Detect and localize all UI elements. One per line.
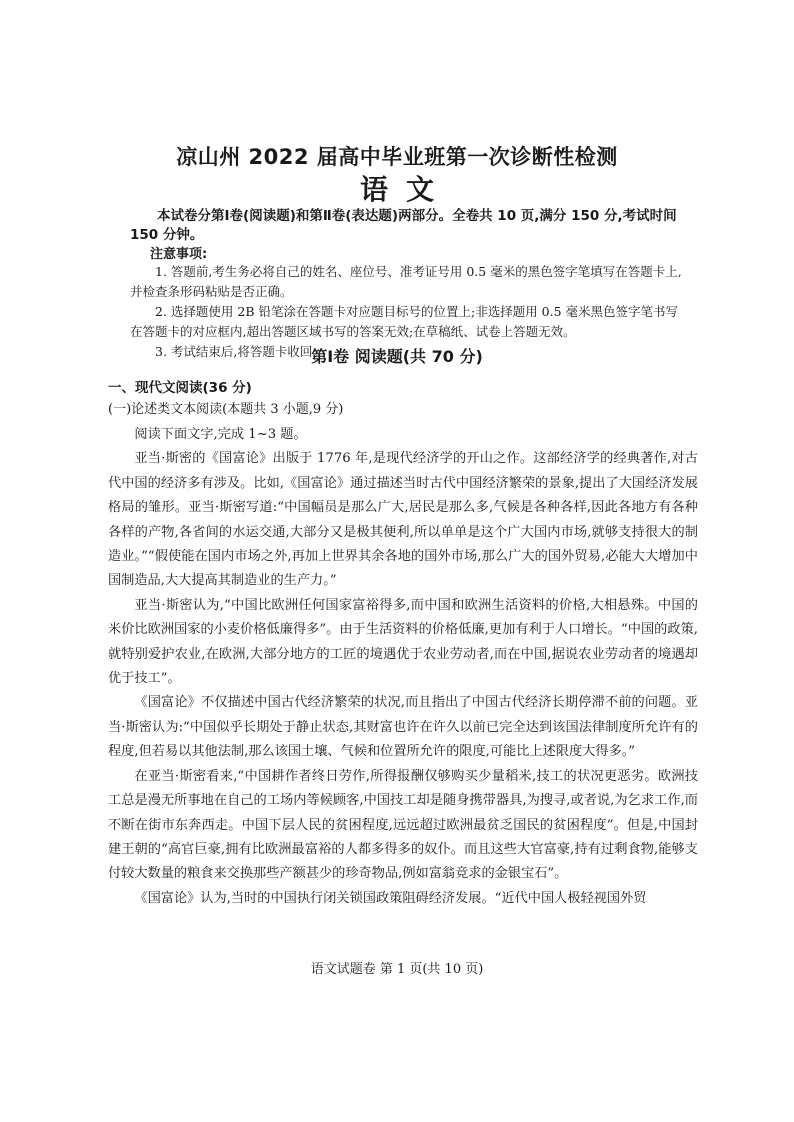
subsection-heading: (一)论述类文本阅读(本题共 3 小题,9 分) (108, 402, 344, 417)
exam-title: 凉山州 2022 届高中毕业班第一次诊断性检测 (176, 145, 618, 169)
note-item: 2. 选择题使用 2B 铅笔涂在答题卡对应题目标号的位置上;非选择题用 0.5 毫米黑色签字笔书写在答题卡的对应框内,超出答题区域书写的答案无效;在草稿纸、试卷上答题无效。 (130, 304, 679, 339)
note-item: 1. 答题前,考生务必将自己的姓名、座位号、准考证号用 0.5 毫米的黑色签字笔填写在答题卡上,并检查条形码粘贴是否正确。 (130, 264, 682, 299)
passage-paragraph: 亚当·斯密认为,“中国比欧洲任何国家富裕得多,而中国和欧洲生活资料的价格,大相悬殊。中国的米价比欧洲国家的小麦价格低廉得多”。由于生活资料的价格低廉,更加有利于人口增长。“中国的政策,就特别爱护农业,在欧洲,大部分地方的工匠的境遇优于农业劳动者,而在中国,据说农业劳动者的境遇却优于技工”。 (108, 597, 698, 687)
passage-paragraph: 《国富论》不仅描述中国古代经济繁荣的状况,而且指出了中国古代经济长期停滞不前的问题。亚当·斯密认为:“中国似乎长期处于静止状态,其财富也许在许久以前已完全达到该国法律制度所允许有的程度,但若易以其他法制,那么该国土壤、气候和位置所允许的限度,可能比上述限度大得多。” (108, 695, 698, 760)
passage-paragraph: 《国富论》认为,当时的中国执行闭关锁国政策阻碍经济发展。“近代中国人极轻视国外贸 (134, 890, 647, 906)
part-heading: 第Ⅰ卷 阅读题(共 70 分) (311, 347, 483, 366)
passage-instruction: 阅读下面文字,完成 1~3 题。 (134, 427, 307, 442)
exam-intro: 本试卷分第Ⅰ卷(阅读题)和第Ⅱ卷(表达题)两部分。全卷共 10 页,满分 150 分,考试时间 150 分钟。 (130, 208, 677, 243)
notes-title: 注意事项: (150, 247, 208, 262)
page-footer: 语文试题卷 第 1 页(共 10 页) (310, 962, 484, 977)
passage-paragraph: 在亚当·斯密看来,“中国耕作者终日劳作,所得报酬仅够购买少量稻米,技工的状况更恶劣。欧洲技工总是漫无所事地在自己的工场内等候顾客,中国技工却是随身携带器具,为搜寻,或者说,为乞求工作,而不断在街市东奔西走。中国下层人民的贫困程度,远远超过欧洲最贫乏国民的贫困程度”。但是,中国封建王朝的“高官巨豪,拥有比欧洲最富裕的人都多得多的奴仆。而且这些大官富豪,持有过剩食物,能够支付较大数量的粮食来交换那些产额甚少的珍奇物品,例如富翁竞求的金银宝石”。 (108, 768, 698, 882)
subject-title: 语文 (359, 173, 452, 206)
note-item: 3. 考试结束后,将答题卡收回。 (155, 344, 325, 359)
passage-paragraph: 亚当·斯密的《国富论》出版于 1776 年,是现代经济学的开山之作。这部经济学的经典著作,对古代中国的经济多有涉及。比如,《国富论》通过描述当时古代中国经济繁荣的景象,提出了大国经济发展格局的雏形。亚当·斯密写道:“中国幅员是那么广大,居民是那么多,气候是各种各样,因此各地方有各种各样的产物,各省间的水运交通,大部分又是极其便利,所以单单是这个广大国内市场,就够支持很大的制造业。”“假使能在国内市场之外,再加上世界其余各地的国外市场,那么广大的国外贸易,必能大大增加中国制造品,大大提高其制造业的生产力。” (108, 451, 698, 589)
section-heading: 一、现代文阅读(36 分) (108, 380, 252, 396)
reading-passage (108, 423, 698, 911)
